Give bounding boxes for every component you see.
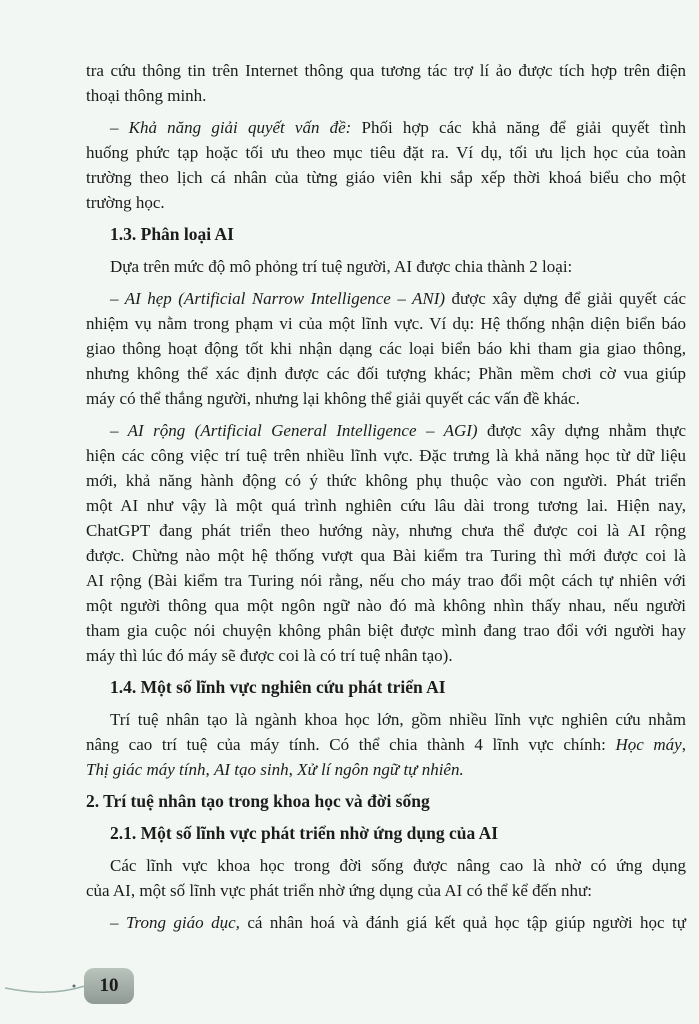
text-line <box>86 443 686 468</box>
paragraph <box>86 910 686 935</box>
paragraph <box>86 254 686 279</box>
text-line <box>86 115 686 140</box>
page-body <box>86 58 686 942</box>
text-line <box>86 518 686 543</box>
text-line <box>86 543 686 568</box>
text-run: nhưng không thể xác định được các đối tượng khác; Phần mềm chơi cờ vua giúp <box>86 364 686 383</box>
italic-text: – AI hẹp (Artificial Narrow Intelligence – ANI) <box>110 289 446 308</box>
text-line <box>86 286 686 311</box>
text-run: Các lĩnh vực khoa học trong đời sống được nâng cao là nhờ có ứng dụng <box>110 856 686 875</box>
text-line <box>86 468 686 493</box>
text-line <box>86 757 686 782</box>
text-line <box>86 493 686 518</box>
text-line <box>86 418 686 443</box>
text-line <box>86 190 686 215</box>
text-run: trường theo lịch cá nhân của từng giáo viên khi sắp xếp thời khoá biểu cho một <box>86 168 686 187</box>
text-run: cá nhân hoá và đánh giá kết quả học tập giúp người học tự <box>239 913 686 932</box>
paragraph <box>86 853 686 903</box>
paragraph <box>86 115 686 215</box>
italic-text: Xử lí ngôn ngữ tự nhiên. <box>297 760 464 779</box>
text-run: nhiệm vụ nằm trong phạm vi của một lĩnh vực. Ví dụ: Hệ thống nhận diện biển báo <box>86 314 686 333</box>
paragraph <box>86 58 686 108</box>
text-line <box>86 254 686 279</box>
text-run: Trí tuệ nhân tạo là ngành khoa học lớn, gồm nhiều lĩnh vực nghiên cứu nhằm <box>110 710 686 729</box>
text-run: Phối hợp các khả năng để giải quyết tình <box>351 118 686 137</box>
italic-text: Thị giác máy tính <box>86 760 206 779</box>
text-line <box>86 593 686 618</box>
text-line <box>86 732 686 757</box>
text-run: nâng cao trí tuệ của máy tính. Có thể chia thành 4 lĩnh vực chính: <box>86 735 616 754</box>
italic-text: AI tạo sinh <box>213 760 289 779</box>
text-run: được xây dựng nhằm thực <box>477 421 686 440</box>
text-line <box>86 336 686 361</box>
text-run: , <box>205 760 214 779</box>
text-line <box>86 568 686 593</box>
text-line <box>86 707 686 732</box>
paragraph <box>86 286 686 411</box>
italic-text: – AI rộng (Artificial General Intelligence – AGI) <box>110 421 478 440</box>
section-heading: 2. Trí tuệ nhân tạo trong khoa học và đời sống <box>86 791 430 811</box>
text-run: ChatGPT đang phát triển theo hướng này, nhưng chưa thể được coi là AI rộng <box>86 521 686 540</box>
mouse-cable-decoration-icon <box>0 955 160 1015</box>
text-run: , <box>681 735 686 754</box>
paragraph <box>86 418 686 668</box>
text-line <box>86 361 686 386</box>
paragraph <box>86 707 686 782</box>
text-run: tham gia cuộc nói chuyện không phân biệt được mình đang trao đổi với người hay <box>86 621 686 640</box>
text-line <box>86 386 686 411</box>
italic-text: Học máy <box>615 735 682 754</box>
text-run: máy có thể thắng người, nhưng lại không thể giải quyết các vấn đề khác. <box>86 389 580 408</box>
section-heading: 2.1. Một số lĩnh vực phát triển nhờ ứng dụng của AI <box>110 823 499 843</box>
text-line <box>86 878 686 903</box>
text-run: được. Chừng nào một hệ thống vượt qua Bài kiểm tra Turing thì mới được coi là <box>86 546 686 565</box>
text-line <box>86 618 686 643</box>
text-line <box>86 140 686 165</box>
text-line <box>86 58 686 83</box>
italic-text: – Trong giáo dục, <box>110 913 240 932</box>
text-run: một người thông qua một ngôn ngữ nào đó mà không nhìn thấy nhau, nếu người <box>86 596 686 615</box>
text-line <box>86 311 686 336</box>
text-line <box>86 643 686 668</box>
text-line <box>86 910 686 935</box>
text-run: một AI như vậy là một quá trình nghiên cứu lâu dài trong tương lai. Hiện nay, <box>86 496 686 515</box>
text-run: mới, khả năng hành động có ý thức không phụ thuộc vào con người. Phát triển <box>86 471 686 490</box>
text-run: máy thì lúc đó máy sẽ được coi là có trí tuệ nhân tạo). <box>86 646 453 665</box>
section-heading: 1.3. Phân loại AI <box>110 224 234 244</box>
text-run: của AI, một số lĩnh vực phát triển nhờ ứng dụng của AI có thể kể đến như: <box>86 881 592 900</box>
text-run: được xây dựng để giải quyết các <box>445 289 686 308</box>
text-run: , <box>288 760 298 779</box>
text-run: Dựa trên mức độ mô phỏng trí tuệ người, AI được chia thành 2 loại: <box>110 257 573 276</box>
page-number: 10 <box>84 968 134 1004</box>
text-run: hiện các công việc trí tuệ trên nhiều lĩnh vực. Đặc trưng là khả năng học từ dữ liệu <box>86 446 686 465</box>
text-run: huống phức tạp hoặc tối ưu theo mục tiêu đặt ra. Ví dụ, tối ưu lịch học của toàn <box>86 143 686 162</box>
text-line <box>86 83 686 108</box>
text-run: giao thông hoạt động tốt khi nhận dạng các loại biển báo khi tham gia giao thông, <box>86 339 686 358</box>
text-run: thoại thông minh. <box>86 86 207 105</box>
section-heading: 1.4. Một số lĩnh vực nghiên cứu phát triển AI <box>110 677 446 697</box>
text-line <box>86 165 686 190</box>
text-run: trường học. <box>86 193 165 212</box>
text-line <box>86 853 686 878</box>
text-run: tra cứu thông tin trên Internet thông qua tương tác trợ lí ảo được tích hợp trên điện <box>86 61 686 80</box>
italic-text: – Khả năng giải quyết vấn đề: <box>110 118 352 137</box>
text-run: AI rộng (Bài kiểm tra Turing nói rằng, nếu cho máy trao đổi một cách tự nhiên với <box>86 571 686 590</box>
